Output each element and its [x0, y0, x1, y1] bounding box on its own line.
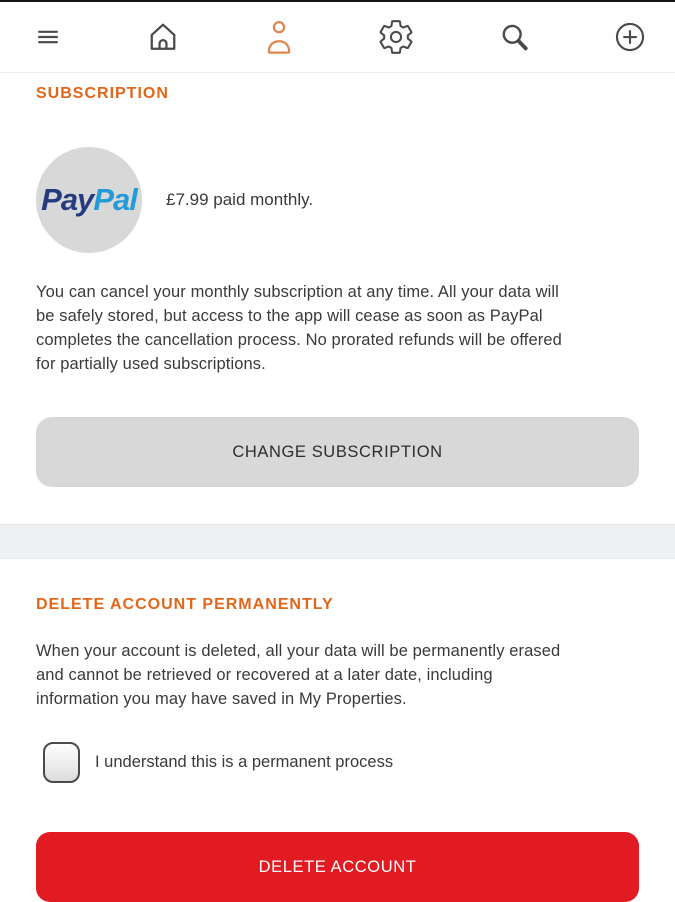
delete-account-heading: DELETE ACCOUNT PERMANENTLY: [36, 596, 334, 613]
delete-account-description: When your account is deleted, all your data will be permanently erased and cannot be retrieved or recovered at a later date, including information you may have saved in My Properties.: [36, 642, 561, 708]
profile-button[interactable]: [258, 12, 300, 62]
person-icon: [262, 16, 296, 58]
change-subscription-button[interactable]: CHANGE SUBSCRIPTION: [36, 417, 639, 487]
hamburger-icon: [32, 24, 64, 50]
confirm-delete-row: [43, 742, 675, 783]
section-divider-band: [0, 524, 675, 559]
paypal-logo-pal: Pal: [93, 182, 137, 217]
top-navigation-bar: [0, 2, 675, 73]
search-icon: [496, 19, 532, 55]
home-button[interactable]: [141, 15, 185, 59]
settings-button[interactable]: [373, 14, 419, 60]
gear-icon: [377, 18, 415, 56]
search-button[interactable]: [492, 15, 536, 59]
subscription-heading: SUBSCRIPTION: [36, 85, 169, 102]
settings-page: [0, 73, 675, 902]
plus-circle-icon: [613, 20, 647, 54]
delete-account-button[interactable]: DELETE ACCOUNT: [36, 832, 639, 902]
add-button[interactable]: [609, 16, 651, 58]
paypal-logo-pay: Pay: [41, 182, 94, 217]
menu-button[interactable]: [28, 20, 68, 54]
subscription-description: You can cancel your monthly subscription at any time. All your data will be safely stored, but access to the app will cease as soon as PayPal completes the cancellation process. No prorated refunds will be offered for partially used subscriptions.: [36, 283, 562, 373]
home-icon: [145, 19, 181, 55]
confirm-delete-checkbox[interactable]: [43, 742, 80, 783]
paypal-logo: [41, 182, 137, 218]
payment-method-row: [0, 147, 675, 253]
paypal-logo-badge: [36, 147, 142, 253]
subscription-price-text: £7.99 paid monthly.: [166, 190, 314, 209]
app-screen: [0, 2, 675, 900]
confirm-delete-label: I understand this is a permanent process: [95, 753, 394, 771]
